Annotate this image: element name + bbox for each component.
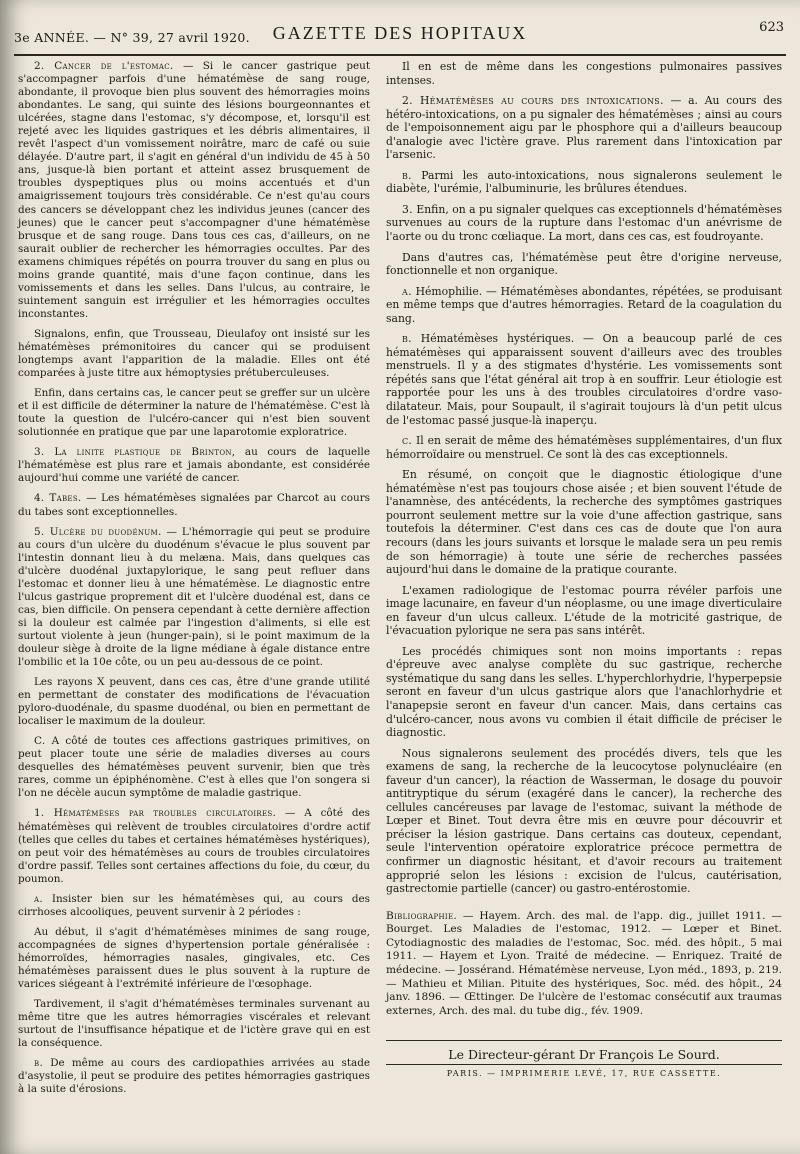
- paragraph-text: — a. Au cours des hétéro-intoxications, on a pu signaler des hématémèses ; ainsi au cours de l'empoisonnement aigu par le phosphore qui a d'ailleurs beaucoup d'analogie avec l'ictère grave. Plus rarement dans l'intoxication par l'arsenic.: [386, 94, 783, 162]
- paragraph: [18, 387, 370, 439]
- paragraph-lead: 3.: [402, 202, 413, 216]
- bibliography-text: — Hayem. Arch. des mal. de l'app. dig., juillet 1911. — Bourget. Les Maladies de l'estomac, 1912. — Lœper et Binet. Cytodiagnostic des maladies de l'estomac, Soc. méd. des hôpit., 5 mai 1911. — Hayem et Lyon. Traité de médecine. — Enriquez. Traité de médecine. — Jossérand. Hématémèse nerveuse, Lyon méd., 1893, p. 219. — Mathieu et Milian. Pituite des hystériques, Soc. méd. des hôpit., 24 janv. 1896. — Œttinger. De l'ulcère de l'estomac consécutif aux traumas externes, Arch. des mal. du tube dig., fév. 1909.: [386, 909, 782, 1017]
- journal-title: GAZETTE DES HOPITAUX: [272, 23, 528, 43]
- right-paragraphs: [386, 60, 782, 896]
- paragraph-text: Insister bien sur les hématémèses qui, au cours des cirrhoses alcooliques, peuvent survenir à 2 périodes :: [18, 892, 370, 918]
- paragraph-lead: b.: [34, 1057, 44, 1070]
- paragraph: [386, 645, 782, 740]
- paragraph-lead: c.: [402, 434, 413, 448]
- footer-rule-bottom: [386, 1064, 782, 1065]
- paragraph: [18, 60, 370, 321]
- paragraph-text: Tardivement, il s'agit d'hématémèses terminales survenant au même titre que les autres hémorragies viscérales et relevant surtout de l'insuffisance hépatique et de l'ictère grave qui en est la conséquence.: [18, 998, 370, 1050]
- paragraph-lead: 3. La linite plastique de Brinton,: [34, 446, 236, 459]
- paragraph: [18, 893, 370, 919]
- footer-rule-top: [386, 1040, 782, 1041]
- paragraph: [386, 285, 782, 326]
- printer-line: PARIS. — IMPRIMERIE LEVÉ, 17, RUE CASSETTE.: [446, 1069, 722, 1078]
- paragraph-text: au cours de laquelle l'hématémèse est plus rare et jamais abondante, est considérée aujourd'hui comme une variété de cancer.: [18, 446, 370, 485]
- bibliography-lead: Bibliographie.: [386, 909, 458, 922]
- paragraph: [18, 926, 370, 991]
- paragraph-lead: 2. Hématémèses au cours des intoxications.: [402, 94, 664, 108]
- paragraph-lead: b.: [402, 332, 412, 346]
- paragraph: [386, 332, 782, 427]
- paragraph: [18, 998, 370, 1050]
- bibliography: [386, 910, 782, 1019]
- paragraph: [386, 169, 782, 196]
- paragraph-text: Les rayons X peuvent, dans ces cas, être d'une grande utilité en permettant de constater des modifications de l'évacuation pyloro-duodénale, du spasme duodénal, ou bien en permettant de localiser le maximum de la douleur.: [18, 676, 370, 728]
- left-column: [18, 60, 370, 1103]
- paragraph-text: En résumé, on conçoit que le diagnostic étiologique d'une hématémèse n'est pas toujours chose aisée ; et bien souvent l'étude de l'anamnèse, des antécédents, la recherche des symptômes gastriques pourront seulement mettre sur la voie d'une affection gastrique, sans toutefois la déterminer. C'est dans ces cas de doute que l'on aura recours (dans les jours suivants et lorsque le malade sera un peu remis de son hémorragie) à toute une série de recherches passées aujourd'hui dans le domaine de la pratique courante.: [386, 468, 782, 577]
- paragraph-text: A côté de toutes ces affections gastriques primitives, on peut placer toute une série de maladies diverses au cours desquelles des hématémèses peuvent survenir, bien que très rares, comme un épiphénomène. C'est à elles que l'on songera si l'on ne décèle aucun symptôme de maladie gastrique.: [18, 735, 370, 800]
- paragraph: [386, 60, 782, 87]
- page-header: [0, 16, 800, 52]
- paragraph: [18, 735, 370, 800]
- paragraph-lead: C.: [34, 735, 46, 748]
- paragraph-text: L'examen radiologique de l'estomac pourra révéler parfois une image lacunaire, en faveur d'un néoplasme, ou une image diverticulaire en faveur d'un ulcus calleux. L'étude de la motricité gastrique, de l'évacuation pylorique ne sera pas sans intérêt.: [386, 583, 782, 638]
- paragraph: [18, 1057, 370, 1096]
- paragraph: [18, 526, 370, 670]
- paragraph-lead: 2. Cancer de l'estomac.: [34, 60, 174, 72]
- paragraph: [386, 468, 782, 576]
- paragraph-text: Dans d'autres cas, l'hématémèse peut être d'origine nerveuse, fonctionnelle et non organique.: [386, 250, 782, 278]
- issue-line: 3e ANNÉE. — N° 39, 27 avril 1920.: [14, 30, 250, 45]
- paragraph-text: Nous signalerons seulement des procédés divers, tels que les examens de sang, la recherche de la leucocytose polynucléaire (en faveur d'un cancer), la réaction de Wasserman, le dosage du pouvoir antitryptique du sérum (exagéré dans le cancer), la recherche des cellules cancéreuses par lavage de l'estomac, suivant la méthode de Lœper et Binet. Tout devra être mis en œuvre pour découvrir et préciser la lésion gastrique. Dans certains cas douteux, cependant, seule l'intervention opératoire exploratrice précoce permettra de confirmer un diagnostic hésitant, et d'avoir recours au traitement approprié selon les lésions : excision de l'ulcus, cautérisation, gastrectomie partielle (cancer) ou gastro-entérostomie.: [386, 746, 782, 896]
- paragraph-text: Enfin, on a pu signaler quelques cas exceptionnels d'hématémèses survenues au cours de la rupture dans l'estomac d'un anévrisme de l'aorte ou du tronc cœliaque. La mort, dans ces cas, est foudroyante.: [386, 202, 782, 244]
- paragraph: [18, 492, 370, 518]
- paragraph-text: Il en est de même dans les congestions pulmonaires passives intenses.: [386, 60, 782, 87]
- paragraph-text: — Si le cancer gastrique peut s'accompagner parfois d'une hématémèse de sang rouge, abondante, il provoque bien plus souvent des hémorragies moins abondantes. Le sang, qui suinte des lésions bourgeonnantes et ulcérées, stagne dans l'estomac, s'y décompose, et, lorsqu'il est rejeté avec les liquides gastriques et les débris alimentaires, il revêt l'aspect d'un vomissement noirâtre, marc de café ou suie délayée. D'autre part, il s'agit en général d'un individu de 45 à 50 ans, jusque-là bien portant et atteint assez brusquement de troubles dyspeptiques plus ou moins accentués et d'un amaigrissement toujours très considérable. Ce n'est qu'au cours des cancers se développant chez les individus jeunes (cancer des jeunes) que le cancer peut s'accompagner d'une hématémèse brusque et de sang rouge. Dans tous ces cas, d'ailleurs, on ne saurait oublier de rechercher les hémorragies occultes. Par des examens chimiques répétés on pourra trouver du sang en plus ou moins grande quantité, mais d'une façon continue, dans les vomissements et dans les selles. Dans l'ulcus, au contraire, le suintement sanguin est irrégulier et les hémorragies occultes inconstantes.: [18, 60, 370, 320]
- right-column: [386, 60, 782, 1025]
- paragraph-text: — L'hémorragie qui peut se produire au cours d'un ulcère du duodénum s'évacue le plus souvent par l'intestin donnant lieu à du melæna. Mais, dans quelques cas d'ulcère duodénal juxtapylorique, le sang peut refluer dans l'estomac et donner lieu à une hématémèse. Le diagnostic entre l'ulcus gastrique proprement dit et l'ulcère duodénal est, dans ce cas, bien difficile. On pensera cependant à cette dernière affection si la douleur est calmée par l'ingestion d'aliments, si elle est surtout violente à jeun (hunger-pain), si le point maximum de la douleur siège à droite de la ligne médiane à égale distance entre l'ombilic et la 10e côte, ou un peu au-dessous de ce point.: [18, 525, 371, 669]
- paragraph-text: Les procédés chimiques sont non moins importants : repas d'épreuve avec analyse complète du suc gastrique, recherche systématique du sang dans les selles. L'hyperchlorhydrie, l'hyperpepsie seront en faveur d'un ulcus gastrique alors que l'anachlorhydrie et l'anapepsie seront en faveur d'un cancer. Mais, dans certains cas d'ulcéro-cancer, nous avons vu combien il était difficile de préciser le diagnostic.: [386, 644, 782, 740]
- paragraph: [386, 584, 782, 638]
- paragraph-lead: a.: [34, 892, 43, 905]
- paragraph-text: — A côté des hématémèses qui relèvent de troubles circulatoires d'ordre actif (telles que celles du tabes et certaines hématémèses hystériques), on peut voir des hématémèses au cours de troubles circulatoires d'ordre passif. Telles sont certaines affections du foie, du cœur, du poumon.: [18, 807, 371, 885]
- paragraph: [386, 434, 782, 461]
- paragraph-lead: 4. Tabes.: [34, 492, 82, 505]
- paragraph: [386, 94, 782, 162]
- paragraph-text: Hématémèses hystériques. — On a beaucoup parlé de ces hématémèses qui apparaissent souvent d'ailleurs avec des troubles menstruels. Il y a des stigmates d'hystérie. Les vomissements sont répétés sans que l'état général ait trop à en souffrir. Leur étiologie est rapportée pour les uns à des troubles circulatoires d'ordre vaso-dilatateur. Mais, pour Soupault, il s'agirait toujours là d'un petit ulcus de l'estomac passé jusque-là inaperçu.: [386, 332, 782, 427]
- paragraph-text: De même au cours des cardiopathies arrivées au stade d'asystolie, il peut se produire des petites hémorragies gastriques à la suite d'érosions.: [18, 1057, 370, 1096]
- header-rule: [14, 54, 786, 56]
- paragraph: [386, 747, 782, 896]
- paragraph-text: Enfin, dans certains cas, le cancer peut se greffer sur un ulcère et il est difficile de déterminer la nature de l'hématémèse. C'est là toute la question de l'ulcéro-cancer qui n'est bien souvent solutionnée en pratique que par une laparotomie exploratrice.: [18, 387, 370, 439]
- director-line: Le Directeur-gérant Dr François Le Sourd.: [448, 1047, 720, 1062]
- paragraph-text: Hémophilie. — Hématémèses abondantes, répétées, se produisant en même temps que d'autres hémorragies. Retard de la coagulation du sang.: [386, 284, 782, 325]
- paragraph-text: Parmi les auto-intoxications, nous signalerons seulement le diabète, l'urémie, l'albuminurie, les brûlures étendues.: [386, 168, 782, 196]
- paragraph-lead: a.: [402, 284, 412, 298]
- paragraph: [18, 807, 370, 885]
- paragraph-text: Il en serait de même des hématémèses supplémentaires, d'un flux hémorroïdaire ou menstruel. Ce sont là des cas exceptionnels.: [386, 434, 782, 461]
- page-number: 623: [759, 20, 784, 35]
- paragraph: [386, 251, 782, 278]
- paragraph-text: Au début, il s'agit d'hématémèses minimes de sang rouge, accompagnées de signes d'hypertension portale généralisée : hémorroïdes, hémorragies nasales, gingivales, etc. Ces hématémèses paraissent dues le plus souvent à la rupture de varices siégeant à l'extrémité inférieure de l'œsophage.: [18, 925, 370, 991]
- paragraph-text: — Les hématémèses signalées par Charcot au cours du tabes sont exceptionnelles.: [18, 492, 370, 518]
- paragraph-lead: 5. Ulcère du duodénum.: [34, 525, 162, 538]
- paragraph-text: Signalons, enfin, que Trousseau, Dieulafoy ont insisté sur les hématémèses prémonitoires du cancer qui se produisent longtemps avant l'apparition de la maladie. Elles ont été comparées à juste titre aux hémoptysies prétuberculeuses.: [18, 327, 370, 380]
- paragraph-lead: 1. Hématémèses par troubles circulatoires.: [34, 807, 277, 820]
- paragraph: [18, 676, 370, 728]
- paragraph: [18, 446, 370, 485]
- paragraph-lead: b.: [402, 168, 412, 182]
- paragraph: [18, 328, 370, 380]
- paragraph: [386, 203, 782, 244]
